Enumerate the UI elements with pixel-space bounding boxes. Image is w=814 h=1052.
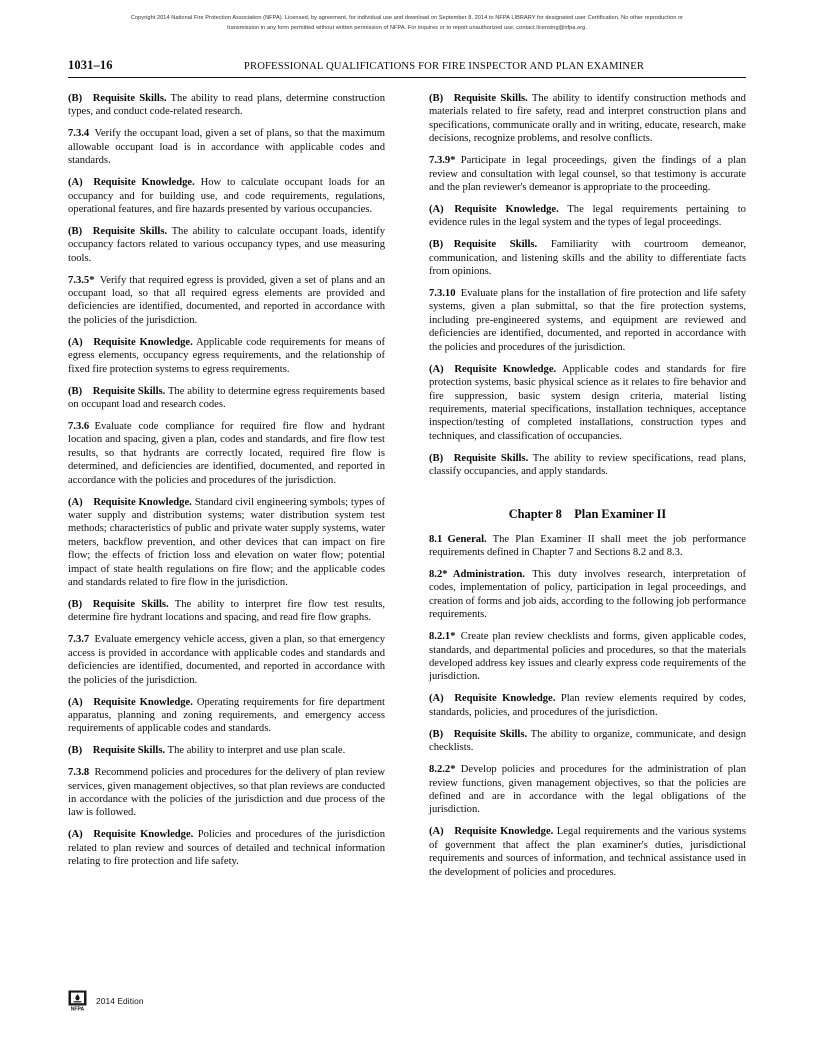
- paragraph-term: Requisite Skills.: [92, 385, 166, 397]
- paragraph-term: Requisite Knowledge.: [454, 203, 559, 215]
- body-paragraph: [429, 728, 746, 755]
- running-head-row: [68, 58, 746, 74]
- paragraph-text: The Plan Examiner II shall meet the job performance requirements defined in Chapter 7 and Sections 8.2 and 8.3.: [429, 533, 746, 559]
- nfpa-logo-icon: [68, 990, 87, 1012]
- copyright-notice: [22, 14, 792, 34]
- chapter-title: Plan Examiner II: [574, 506, 667, 521]
- paragraph-term: Requisite Knowledge.: [454, 826, 554, 838]
- paragraph-number: 7.3.6: [68, 420, 90, 432]
- paragraph-text: Verify that required egress is provided, given a set of plans and an occupant load, so that all required egress elements are provided and deficiencies are identified, documented, and reported in accordance with the policies of the jurisdiction.: [68, 274, 385, 326]
- paragraph-text: The ability to calculate occupant loads, identify occupancy factors related to various occupancy types, and use measuring tools.: [68, 225, 385, 264]
- paragraph-label: (B): [68, 93, 83, 104]
- body-paragraph: [68, 766, 385, 820]
- paragraph-number: 7.3.4: [68, 128, 90, 140]
- paragraph-term: Requisite Skills.: [453, 239, 538, 251]
- paragraph-term: Requisite Skills.: [92, 93, 167, 104]
- paragraph-label: (B): [429, 239, 444, 251]
- paragraph-text: The ability to review specifications, read plans, classify occupancies, and apply standards.: [429, 452, 746, 478]
- chapter-heading: [429, 506, 746, 522]
- body-paragraph: [68, 420, 385, 487]
- paragraph-label: (A): [429, 203, 444, 215]
- paragraph-text: This duty involves research, interpretation of codes, implementation of policy, participation in legal proceedings, and creation of forms and job aids, according to the following job performance requirements.: [429, 569, 746, 621]
- body-paragraph: [429, 533, 746, 560]
- body-paragraph: [429, 452, 746, 479]
- paragraph-text: The ability to determine egress requirements based on occupant load and research codes.: [68, 385, 385, 411]
- header-rule: [68, 77, 746, 78]
- body-paragraph: [68, 127, 385, 167]
- running-title: PROFESSIONAL QUALIFICATIONS FOR FIRE INSPECTOR AND PLAN EXAMINER: [243, 61, 645, 72]
- paragraph-text: Develop policies and procedures for the administration of plan review functions, given management objectives, so that the policies are defined and are in accordance with the legal obligations of the jurisdiction.: [429, 764, 746, 816]
- paragraph-term: Administration.: [452, 569, 525, 581]
- paragraph-text: Verify the occupant load, given a set of plans, so that the maximum allowable occupant load is in accordance with applicable codes and standards.: [68, 128, 385, 167]
- paragraph-text: The ability to interpret fire flow test results, determine fire hydrant locations and spacing, and read fire flow graphs.: [68, 599, 385, 624]
- paragraph-text: Recommend policies and procedures for the delivery of plan review services, given management objectives, so that plan reviews are conducted in accordance with the policies of the jurisdiction and due process of the law is followed.: [68, 767, 385, 819]
- paragraph-term: Requisite Knowledge.: [454, 693, 556, 705]
- body-paragraph: [68, 633, 385, 687]
- paragraph-term: Requisite Skills.: [92, 225, 168, 237]
- paragraph-label: (A): [68, 496, 83, 508]
- paragraph-text: Policies and procedures of the jurisdiction related to plan review and sources of detailed and technical information relating to fire protection and life safety.: [68, 829, 385, 868]
- body-paragraph: [68, 828, 385, 868]
- body-paragraph: [429, 238, 746, 278]
- paragraph-label: (A): [68, 829, 83, 841]
- paragraph-text: Applicable codes and standards for fire protection systems, basic physical science as it relates to fire behavior and fire suppression, basic system design criteria, material listing requirements, material specifications, installation techniques, acceptance inspection/testing of completed installations, construction types and techniques, and classification of occupancies.: [429, 363, 746, 442]
- paragraph-label: (A): [429, 693, 444, 705]
- paragraph-number: 7.3.5*: [68, 274, 95, 286]
- body-paragraph: [429, 630, 746, 684]
- paragraph-text: The ability to interpret and use plan scale.: [167, 745, 346, 757]
- body-paragraph: [429, 287, 746, 354]
- body-columns: [68, 92, 746, 947]
- paragraph-label: (B): [68, 745, 83, 757]
- paragraph-label: (B): [68, 225, 83, 237]
- paragraph-term: Requisite Knowledge.: [93, 496, 192, 508]
- page-folio: 1031–16: [68, 58, 113, 72]
- body-paragraph: [429, 203, 746, 230]
- paragraph-number: 7.3.10: [429, 288, 456, 300]
- body-paragraph: [68, 598, 385, 625]
- paragraph-label: (A): [68, 696, 83, 708]
- paragraph-text: Operating requirements for fire department apparatus, planning and zoning requirements, and emergency access requirements of applicable codes and standards.: [68, 696, 385, 735]
- paragraph-label: (B): [68, 599, 83, 610]
- body-paragraph: [429, 363, 746, 444]
- paragraph-text: Evaluate emergency vehicle access, given a plan, so that emergency access is provided in accordance with applicable codes and standards and deficiencies are identified, documented, and reported in accordance with the policies of the jurisdiction.: [68, 634, 385, 686]
- paragraph-number: 8.2*: [429, 569, 448, 581]
- paragraph-term: Requisite Knowledge.: [93, 177, 195, 189]
- paragraph-number: 7.3.9*: [429, 155, 456, 167]
- paragraph-number: 7.3.7: [68, 634, 90, 646]
- paragraph-text: The ability to read plans, determine construction types, and conduct code-related research.: [68, 93, 385, 118]
- body-paragraph: [68, 744, 385, 757]
- paragraph-number: 7.3.8: [68, 767, 90, 779]
- body-paragraph: [68, 496, 385, 590]
- paragraph-label: (B): [68, 385, 83, 397]
- paragraph-text: Legal requirements and the various systems of government that affect the plan examiner's duties, jurisdictional requirements and sources of information, and technical assistance used in the development of policies and procedures.: [429, 826, 746, 878]
- body-paragraph: [68, 385, 385, 412]
- paragraph-text: Applicable code requirements for means of egress elements, occupancy egress requirements, and the relationship of fixed fire protection systems to egress requirements.: [68, 336, 385, 375]
- body-paragraph: [429, 568, 746, 622]
- paragraph-text: Evaluate code compliance for required fire flow and hydrant location and spacing, given a plan, codes and standards, and fire flow test results, so that hydrants are correctly located, required fire flow is determined, and deficiencies are identified, documented, and reported in accordance with the policies and procedures of the jurisdiction.: [68, 420, 385, 486]
- body-paragraph: [429, 825, 746, 879]
- svg-text:NFPA: NFPA: [70, 1006, 85, 1012]
- body-paragraph: [68, 696, 385, 736]
- body-paragraph: [68, 274, 385, 328]
- left-column: [68, 92, 385, 947]
- paragraph-term: Requisite Knowledge.: [93, 829, 194, 841]
- chapter-number: Chapter 8: [508, 506, 562, 521]
- body-paragraph: [68, 92, 385, 119]
- paragraph-label: (A): [68, 177, 83, 189]
- paragraph-term: Requisite Skills.: [453, 93, 528, 104]
- paragraph-label: (B): [429, 452, 444, 464]
- copyright-line-2: transmission in any form permitted without written permission of NFPA. For inquires or to report unauthorized use, contact licensing@nfpa.org.: [227, 24, 587, 31]
- paragraph-number: 8.1: [429, 533, 443, 545]
- body-paragraph: [429, 92, 746, 146]
- body-paragraph: [429, 692, 746, 719]
- paragraph-label: (A): [68, 336, 83, 348]
- paragraph-term: Requisite Knowledge.: [93, 336, 193, 348]
- edition-label: 2014 Edition: [96, 996, 144, 1006]
- paragraph-label: (A): [429, 826, 444, 838]
- paragraph-term: Requisite Knowledge.: [93, 696, 193, 708]
- paragraph-term: Requisite Skills.: [453, 452, 529, 464]
- body-paragraph: [68, 336, 385, 376]
- paragraph-text: The ability to organize, communicate, and design checklists.: [429, 728, 746, 754]
- paragraph-text: Plan review elements required by codes, standards, policies, and procedures of the jurisdiction.: [429, 693, 746, 718]
- paragraph-text: Standard civil engineering symbols; types of water supply and distribution systems; water distribution system test methods; characteristics of public and private water supply systems, water meters, backflow prevention, and other devices that can impact on fire flow; the effects of friction loss and elevation on water flow; potential impact of state health regulations on fire flow; and the applicable codes and standards related to fire flow in the jurisdiction.: [68, 496, 385, 589]
- body-paragraph: [429, 154, 746, 194]
- paragraph-text: Familiarity with courtroom demeanor, communication, and listening skills and the ability to differentiate facts from opinions.: [429, 239, 746, 278]
- paragraph-text: The ability to identify construction methods and materials related to fire safety, read and interpret construction plans and specifications, communicate orally and in writing, educate, research, make decisions, recognize problems, and resolve conflicts.: [429, 93, 746, 145]
- paragraph-label: (A): [429, 363, 444, 375]
- copyright-line-1: Copyright 2014 National Fire Protection Association (NFPA). Licensed, by agreement, for individual use and download on September 8, 2014 to NFPA LIBRARY for designated user Certification. No other reproduction or: [130, 15, 684, 21]
- body-paragraph: [68, 225, 385, 265]
- paragraph-number: 8.2.2*: [429, 764, 456, 776]
- paragraph-term: General.: [447, 533, 487, 545]
- paragraph-text: Evaluate plans for the installation of fire protection and life safety systems, given a plan submittal, so that the fire protection systems, including pre-engineered systems, and equipment are reviewed and deficiencies are identified, documented, and reported in accordance with the policies and procedures of the jurisdiction.: [429, 288, 746, 353]
- body-paragraph: [429, 763, 746, 817]
- paragraph-number: 8.2.1*: [429, 631, 456, 643]
- right-column: [429, 92, 746, 947]
- paragraph-term: Requisite Skills.: [92, 745, 166, 757]
- running-head: [68, 58, 746, 78]
- paragraph-text: The legal requirements pertaining to evidence rules in the legal system and the types of legal proceedings.: [429, 203, 746, 229]
- body-paragraph: [68, 176, 385, 216]
- paragraph-text: Participate in legal proceedings, given the findings of a plan review and consultation with legal counsel, so that testimony is accurate and the plan reviewer's demeanor is appropriate to the proceeding.: [429, 155, 746, 194]
- paragraph-term: Requisite Skills.: [453, 728, 528, 740]
- paragraph-text: Create plan review checklists and forms, given applicable codes, standards, and departmental policies and procedures, so that the materials developed address key issues and clearly express code requirements of the jurisdiction.: [429, 631, 746, 683]
- paragraph-term: Requisite Knowledge.: [454, 363, 557, 375]
- paragraph-text: How to calculate occupant loads for an occupancy and for building use, and code requirements, regulations, operational features, and fire hazards presented by various occupancies.: [68, 177, 385, 215]
- page-footer: [68, 990, 144, 1012]
- paragraph-label: (B): [429, 728, 444, 740]
- paragraph-label: (B): [429, 93, 444, 104]
- paragraph-term: Requisite Skills.: [92, 599, 169, 610]
